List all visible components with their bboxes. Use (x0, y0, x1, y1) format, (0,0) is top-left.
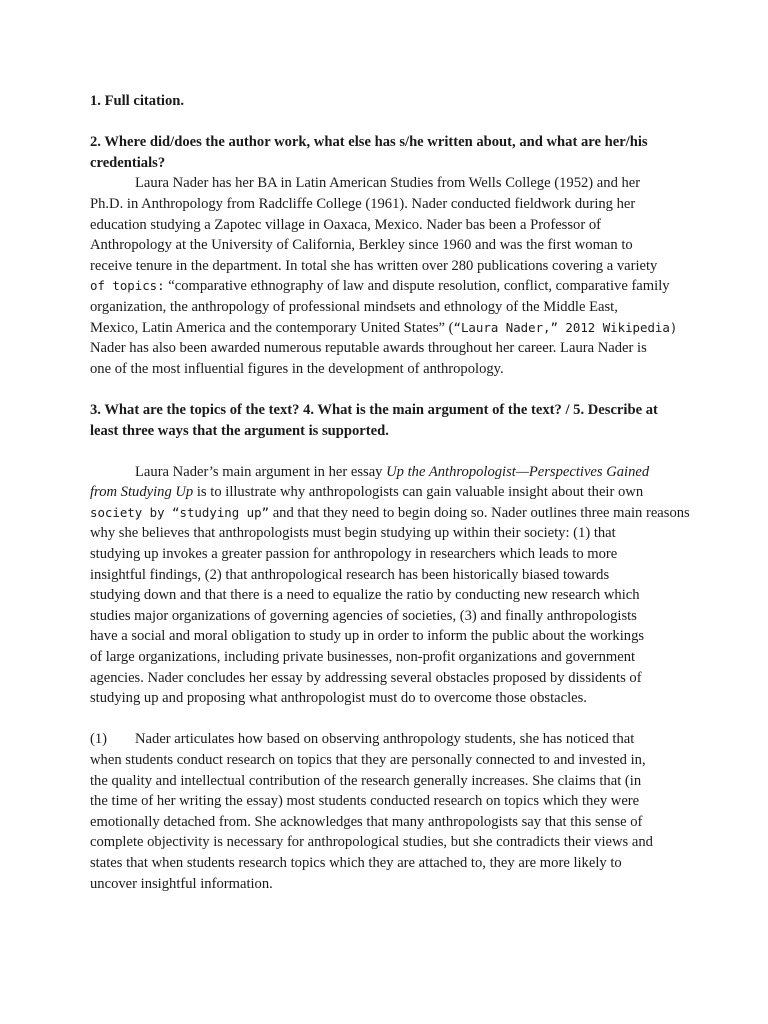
argument-paragraph-line-5: studying up invokes a greater passion for anthropology in researchers which leads to more (90, 546, 618, 563)
spacer (90, 709, 680, 730)
point-1-paragraph-line-3: the quality and intellectual contribution of the research generally increases. She claims that (in (90, 772, 642, 789)
author-paragraph-line-3: education studying a Zapotec village in Oaxaca, Mexico. Nader bas been a Professor of (90, 216, 602, 233)
argument-line-3-text: and that they need to begin doing so. Nader outlines three main reasons (269, 504, 690, 521)
spacer (90, 112, 680, 133)
point-1-line-1-text: Nader articulates how based on observing anthropology students, she has noticed that (135, 731, 635, 748)
author-paragraph-line-9: Nader has also been awarded numerous reputable awards throughout her career. Laura Nader is (90, 340, 647, 357)
quote-start-text: “comparative ethnography of law and dispute resolution, conflict, comparative family (164, 278, 670, 295)
point-1-paragraph-line-4: the time of her writing the essay) most students conducted research on topics which they were (90, 793, 640, 810)
author-paragraph-line-8 (90, 318, 680, 339)
author-paragraph-line-2: Ph.D. in Anthropology from Radcliffe College (1961). Nader conducted fieldwork during her (90, 195, 636, 212)
point-1-paragraph-line-8: uncover insightful information. (90, 875, 273, 892)
argument-paragraph-line-11: agencies. Nader concludes her essay by addressing several obstacles proposed by dissidents of (90, 669, 642, 686)
spacer (90, 379, 680, 400)
argument-paragraph-line-12: studying up and proposing what anthropologist must do to overcome those obstacles. (90, 690, 587, 707)
argument-paragraph-line-7: studying down and that there is a need to equalize the ratio by conducting new research which (90, 587, 640, 604)
argument-intro-text: Laura Nader’s main argument in her essay (135, 463, 387, 480)
question-1-heading: 1. Full citation. (90, 93, 185, 109)
of-topics-text: of topics: (90, 278, 165, 294)
point-number: (1) (90, 731, 108, 748)
point-1-paragraph-line-2: when students conduct research on topics that they are personally connected to and invested in, (90, 752, 646, 768)
spacer (90, 441, 680, 462)
point-1-paragraph-line-7: states that when students research topics which they are attached to, they are more likely to (90, 854, 622, 871)
author-paragraph-line-4: Anthropology at the University of California, Berkley since 1960 and was the first woman to (90, 237, 633, 254)
argument-paragraph-line-4: why she believes that anthropologists must begin studying up within their society: (1) that (90, 525, 616, 542)
quote-end-text: Mexico, Latin America and the contemporary United States” ( (90, 319, 454, 336)
author-paragraph-line-5: receive tenure in the department. In total she has written over 280 publications covering a variety (90, 257, 658, 274)
argument-paragraph-line-8: studies major organizations of governing agencies of societies, (3) and finally anthropologists (90, 607, 637, 624)
question-2-heading-line-1: 2. Where did/does the author work, what else has s/he written about, and what are her/his (90, 134, 648, 151)
argument-paragraph-line-3 (90, 503, 690, 524)
author-paragraph-line-7: organization, the anthropology of professional mindsets and ethnology of the Middle East, (90, 298, 618, 315)
argument-line-2-text: is to illustrate why anthropologists can gain valuable insight about their own (193, 484, 644, 501)
studying-up-text: society by “studying up” (90, 504, 270, 520)
point-1-paragraph-line-1 (90, 729, 680, 750)
essay-title-part-2: from Studying Up (90, 484, 194, 501)
argument-paragraph-line-9: have a social and moral obligation to study up in order to inform the public about the workings (90, 628, 645, 645)
argument-paragraph-line-6: insightful findings, (2) that anthropological research has been historically biased towards (90, 566, 610, 583)
question-3-heading-line-2: least three ways that the argument is supported. (90, 422, 389, 439)
point-1-paragraph-line-6: complete objectivity is necessary for anthropological studies, but she contradicts their views and (90, 834, 653, 851)
wikipedia-citation: “Laura Nader,” 2012 Wikipedia) (453, 319, 678, 335)
author-paragraph-line-6 (90, 276, 680, 297)
argument-paragraph-line-2 (90, 482, 680, 503)
question-3-heading-line-1: 3. What are the topics of the text? 4. What is the main argument of the text? / 5. Describe at (90, 401, 658, 418)
argument-paragraph-line-10: of large organizations, including private businesses, non-profit organizations and government (90, 649, 636, 666)
question-2-heading-line-2: credentials? (90, 154, 166, 171)
point-1-paragraph-line-5: emotionally detached from. She acknowledges that many anthropologists say that this sense of (90, 813, 643, 830)
author-paragraph-line-1: Laura Nader has her BA in Latin American Studies from Wells College (1952) and her (135, 175, 641, 192)
argument-paragraph-line-1 (90, 462, 680, 483)
essay-title-part-1: Up the Anthropologist—Perspectives Gained (386, 463, 650, 480)
document-page (90, 91, 690, 894)
author-paragraph-line-10: one of the most influential figures in the development of anthropology. (90, 360, 504, 377)
